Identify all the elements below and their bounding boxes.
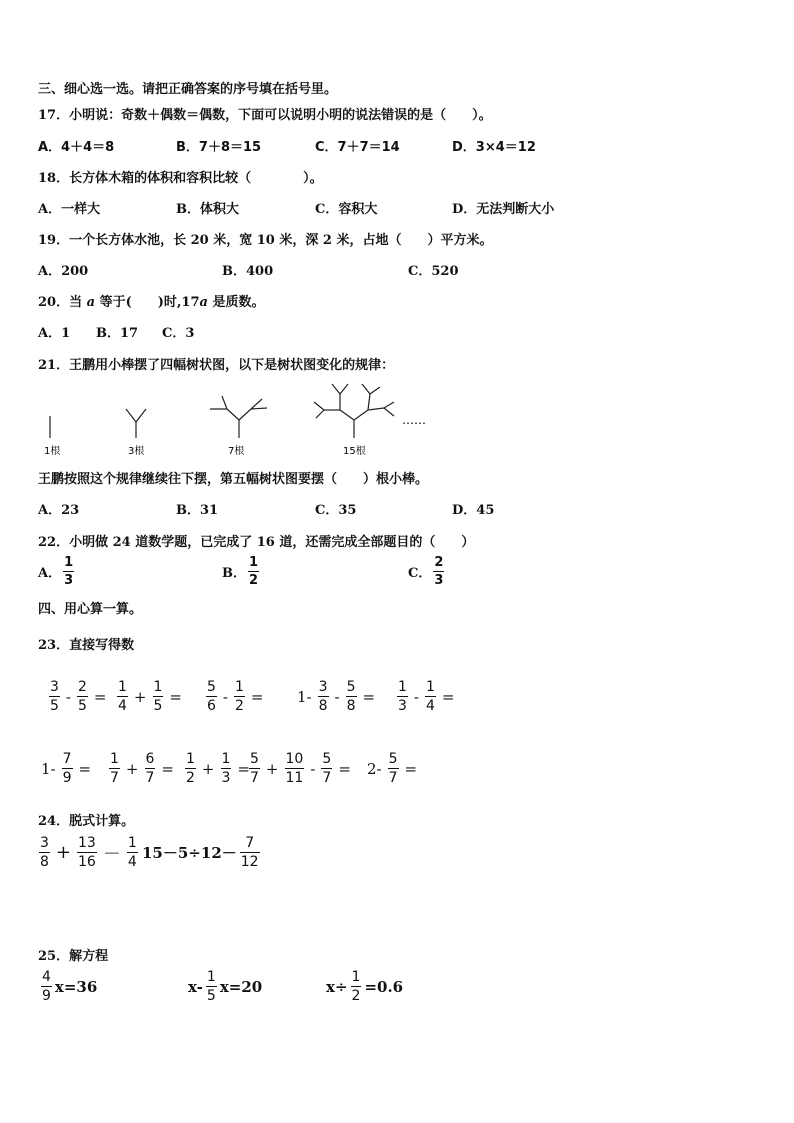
equation-text: =0.6 — [364, 977, 404, 996]
operator: + — [55, 842, 72, 863]
numerator: 1 — [64, 555, 74, 570]
fraction — [63, 556, 74, 587]
equation — [38, 970, 97, 1003]
calc-item — [294, 680, 378, 713]
stick — [354, 410, 368, 420]
stick-count-label: 7根 — [228, 446, 245, 457]
operator: + — [125, 759, 139, 778]
question-25-stem: 25．解方程 — [38, 949, 109, 964]
option: C．520 — [408, 264, 459, 279]
denominator: 5 — [206, 988, 216, 1004]
tree-diagram — [36, 378, 446, 460]
option: C．7＋7＝14 — [315, 140, 400, 155]
numerator: 1 — [110, 751, 119, 767]
numerator: 5 — [207, 679, 216, 695]
expression — [142, 836, 263, 869]
denominator: 8 — [346, 698, 356, 714]
fraction — [351, 970, 362, 1003]
numerator: 3 — [50, 679, 59, 695]
equation-text: x=36 — [54, 977, 98, 996]
question-19-stem: 19．一个长方体水池，长 20 米，宽 10 米，深 2 米，占地（ ）平方米。 — [38, 233, 493, 248]
expression — [36, 836, 141, 869]
numerator: 1 — [221, 751, 231, 767]
numerator: 5 — [322, 751, 332, 767]
denominator: 3 — [434, 573, 444, 588]
equals-sign: = — [404, 759, 418, 778]
calc-item — [46, 680, 110, 713]
stick — [368, 408, 384, 410]
fraction — [117, 680, 128, 713]
denominator: 7 — [110, 770, 119, 786]
section-title: 三、细心选一选。请把正确答案的序号填在括号里。 — [38, 82, 338, 97]
equals-sign: = — [237, 759, 250, 778]
numerator: 5 — [388, 751, 398, 767]
option: B．7＋8＝15 — [176, 140, 262, 155]
stick — [314, 402, 324, 410]
operator: + — [201, 759, 215, 778]
operator: - — [310, 759, 316, 778]
denominator: 3 — [64, 573, 74, 588]
stick — [384, 408, 394, 416]
stick — [316, 410, 324, 418]
question-22-stem: 22．小明做 24 道数学题，已完成了 16 道，还需完成全部题目的（ ） — [38, 535, 475, 550]
prefix: 1- — [41, 759, 56, 778]
stick — [384, 402, 394, 408]
fraction — [77, 836, 97, 869]
equation — [326, 970, 403, 1003]
stem-part: 是质数。 — [207, 295, 265, 310]
question-21-stem: 21．王鹏用小棒摆了四幅树状图，以下是树状图变化的规律： — [38, 358, 395, 373]
operator: - — [222, 687, 228, 706]
fraction — [249, 752, 260, 785]
option — [222, 556, 261, 587]
denominator: 9 — [42, 988, 51, 1004]
section-title: 四、用心算一算。 — [38, 602, 143, 617]
option: C．容积大 — [315, 202, 378, 217]
option: A．1 — [38, 326, 71, 341]
numerator: 7 — [245, 835, 255, 851]
stick — [239, 409, 251, 420]
stick — [368, 394, 370, 410]
prefix: 2- — [367, 759, 382, 778]
numerator: 5 — [250, 751, 259, 767]
operator: + — [265, 759, 279, 778]
operator: - — [413, 687, 419, 706]
numerator: 3 — [40, 835, 49, 851]
denominator: 6 — [207, 698, 216, 714]
calc-item — [106, 752, 177, 785]
equals-sign: = — [93, 687, 107, 706]
denominator: 4 — [426, 698, 435, 714]
fraction — [206, 680, 217, 713]
fraction — [318, 680, 329, 713]
denominator: 4 — [118, 698, 127, 714]
numerator: 1 — [426, 679, 435, 695]
denominator: 5 — [50, 698, 59, 714]
option: B．400 — [222, 264, 274, 279]
numerator: 1 — [235, 679, 244, 695]
numerator: 4 — [42, 969, 51, 985]
fraction — [109, 752, 120, 785]
stick — [340, 410, 354, 420]
denominator: 3 — [221, 770, 231, 786]
fraction — [39, 836, 50, 869]
question-24-stem: 24．脱式计算。 — [38, 814, 135, 829]
numerator: 2 — [78, 679, 87, 695]
calc-item — [182, 752, 253, 785]
stick — [362, 384, 370, 394]
option: D．3×4＝12 — [452, 140, 536, 155]
fraction — [145, 752, 156, 785]
option: A．200 — [38, 264, 89, 279]
question-21-stem2: 王鹏按照这个规律继续往下摆，第五幅树状图要摆（ ）根小棒。 — [38, 472, 429, 487]
question-23-stem: 23．直接写得数 — [38, 638, 135, 653]
numerator: 1 — [351, 969, 361, 985]
denominator: 4 — [127, 854, 137, 870]
fraction — [62, 752, 73, 785]
calc-item — [394, 680, 458, 713]
calc-item — [38, 752, 94, 785]
denominator: 5 — [153, 698, 163, 714]
denominator: 7 — [322, 770, 332, 786]
fraction — [234, 680, 245, 713]
option-label: B． — [222, 566, 246, 581]
option: D．45 — [452, 503, 495, 518]
operator: － — [102, 843, 121, 865]
option: C．35 — [315, 503, 357, 518]
stick — [126, 409, 136, 422]
denominator: 8 — [318, 698, 328, 714]
numerator: 2 — [434, 555, 444, 570]
stem-part: 等于( )时,17 — [95, 295, 200, 310]
equals-sign: = — [362, 687, 376, 706]
calc-item — [364, 752, 420, 785]
equation-text: x=20 — [219, 977, 263, 996]
numerator: 1 — [153, 679, 163, 695]
fraction — [346, 680, 357, 713]
stick-count-label: 15根 — [343, 446, 366, 457]
question-20-stem — [38, 291, 264, 310]
operator: + — [133, 687, 147, 706]
numerator: 10 — [285, 751, 304, 767]
denominator: 7 — [145, 770, 155, 786]
equals-sign: = — [338, 759, 351, 778]
fraction — [206, 970, 217, 1003]
stick — [251, 399, 262, 409]
fraction — [388, 752, 399, 785]
denominator: 7 — [250, 770, 259, 786]
fraction — [77, 680, 88, 713]
stick — [340, 384, 348, 394]
option — [38, 556, 76, 587]
numerator: 6 — [145, 751, 155, 767]
numerator: 3 — [318, 679, 328, 695]
equals-sign: = — [441, 687, 455, 706]
numerator: 1 — [206, 969, 216, 985]
equals-sign: = — [250, 687, 264, 706]
equation-text: x÷ — [326, 977, 348, 996]
fraction — [49, 680, 60, 713]
option: A．23 — [38, 503, 80, 518]
equation — [188, 970, 262, 1003]
numerator: 1 — [118, 679, 127, 695]
numerator: 13 — [78, 835, 96, 851]
stick — [136, 409, 146, 422]
denominator: 2 — [351, 988, 361, 1004]
fraction — [185, 752, 196, 785]
ellipsis: …… — [402, 413, 426, 427]
denominator: 7 — [388, 770, 398, 786]
option: B．体积大 — [176, 202, 239, 217]
question-18-stem: 18．长方体木箱的体积和容积比较（ ）。 — [38, 171, 323, 186]
option: A．4＋4＝8 — [38, 140, 115, 155]
stick-count-label: 3根 — [128, 446, 145, 457]
denominator: 12 — [240, 854, 259, 870]
option: A．一样大 — [38, 202, 101, 217]
numerator: 7 — [62, 751, 72, 767]
equals-sign: = — [161, 759, 174, 778]
variable: a — [86, 295, 96, 310]
prefix: 1- — [297, 687, 312, 706]
stem-part: 20．当 — [38, 295, 87, 310]
denominator: 3 — [398, 698, 407, 714]
denominator: 11 — [285, 770, 304, 786]
question-17-stem: 17．小明说：奇数＋偶数＝偶数，下面可以说明小明的说法错误的是（ ）。 — [38, 108, 492, 123]
fraction — [248, 556, 259, 587]
option: B．31 — [176, 503, 219, 518]
denominator: 16 — [78, 854, 96, 870]
option — [408, 556, 446, 587]
denominator: 2 — [249, 573, 259, 588]
stick — [332, 384, 340, 394]
option-label: A． — [38, 566, 62, 581]
option: C．3 — [162, 326, 195, 341]
denominator: 2 — [235, 698, 244, 714]
operator: - — [334, 687, 340, 706]
numerator: 1 — [186, 751, 195, 767]
expression-text: 15－5÷12－ — [142, 844, 237, 862]
fraction — [285, 752, 305, 785]
equals-sign: = — [169, 687, 182, 706]
calc-item — [203, 680, 267, 713]
numerator: 5 — [346, 679, 356, 695]
fraction — [221, 752, 232, 785]
option-label: C． — [408, 566, 432, 581]
fraction — [127, 836, 138, 869]
option: D．无法判断大小 — [452, 202, 555, 217]
fraction — [397, 680, 408, 713]
stick — [370, 387, 380, 394]
fraction — [433, 556, 444, 587]
calc-item — [246, 752, 354, 785]
denominator: 5 — [78, 698, 87, 714]
denominator: 2 — [186, 770, 195, 786]
stick — [222, 396, 227, 409]
numerator: 1 — [398, 679, 407, 695]
numerator: 1 — [127, 835, 137, 851]
variable: a — [199, 295, 208, 310]
stick-count-label: 1根 — [44, 446, 61, 457]
fraction — [153, 680, 164, 713]
denominator: 8 — [40, 854, 49, 870]
stick — [227, 409, 239, 420]
calc-item — [114, 680, 185, 713]
stick — [251, 408, 267, 409]
numerator: 1 — [249, 555, 259, 570]
operator: - — [65, 687, 71, 706]
equals-sign: = — [78, 759, 92, 778]
equation-text: x- — [188, 977, 203, 996]
denominator: 9 — [62, 770, 72, 786]
fraction — [425, 680, 436, 713]
fraction — [240, 836, 260, 869]
option: B．17 — [96, 326, 139, 341]
fraction — [41, 970, 52, 1003]
fraction — [321, 752, 332, 785]
